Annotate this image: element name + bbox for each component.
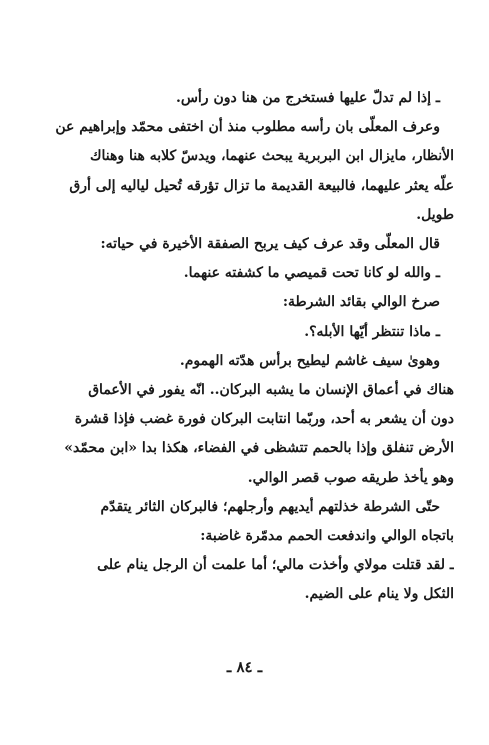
text-line: حتّى الشرطة خذلتهم أيديهم وأرجلهم؛ فالبركان الثائر يتقدّم — [100, 498, 440, 515]
text-line: وعرف المعلّى بان رأسه مطلوب منذ أن اختفى محمّد وإبراهيم عن — [55, 119, 440, 136]
text-line: علّه يعثر عليهما، فالبيعة القديمة ما تزال تؤرقه تُحيل لياليه إلى أرق — [69, 177, 454, 194]
text-line: ـ إذا لم تدلّ عليها فستخرج من هنا دون رأس. — [175, 90, 440, 106]
text-line: هناك في أعماق الإنسان ما يشبه البركان.. انّه يفور في الأعماق — [88, 382, 454, 399]
text-line: طويل. — [416, 206, 454, 223]
text-line: ـ والله لو كانا تحت قميصي ما كشفته عنهما. — [183, 265, 440, 282]
text-line: وهوىٰ سيف غاشم ليطيح برأس هدّته الهموم. — [179, 352, 440, 369]
text-line: صرخ الوالي بقائد الشرطة: — [282, 294, 440, 311]
text-line: ـ ماذا تنتظر أيّها الأبله؟. — [304, 323, 440, 340]
text-line: دون أن يشعر به أحد، وربّما انتابت البركان فورة غضب فإذا قشرة — [74, 411, 454, 428]
text-line: الثكل ولا ينام على الضيم. — [304, 586, 454, 603]
text-line: باتجاه الوالي واندفعت الحمم مدمّرة غاضبة: — [200, 528, 454, 545]
text-line: الأرض تنفلق وإذا بالحمم تتشظى في الفضاء، هكذا بدا «ابن محمّد» — [64, 440, 454, 457]
text-line: قال المعلّى وقد عرف كيف يربح الصفقة الأخيرة في حياته: — [100, 236, 440, 253]
body-text — [34, 84, 454, 610]
page-number: ـ ٨٤ ـ — [226, 658, 263, 676]
text-line: وهو يأخذ طريقه صوب قصر الوالي. — [247, 469, 454, 486]
text-line: الأنظار، مايزال ابن البربرية يبحث عنهما، ويدسّ كلابه هنا وهناك — [89, 148, 454, 165]
text-line: ـ لقد قتلت مولاي وأخذت مالي؛ أما علمت أن الرجل ينام على — [97, 557, 454, 574]
